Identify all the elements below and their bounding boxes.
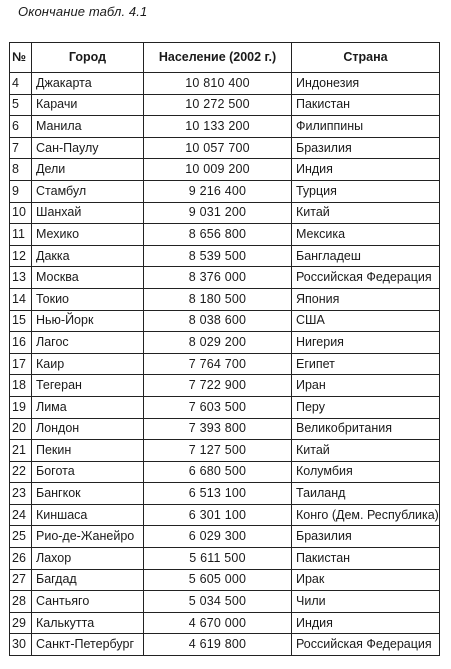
cell-number: 7 — [10, 137, 32, 159]
cell-population: 7 127 500 — [144, 440, 292, 462]
cell-country: Иран — [292, 375, 440, 397]
cell-population: 7 764 700 — [144, 353, 292, 375]
table-row — [10, 353, 440, 375]
cell-city: Лима — [32, 396, 144, 418]
cell-country: Филиппины — [292, 116, 440, 138]
cell-population: 8 376 000 — [144, 267, 292, 289]
cell-city: Лагос — [32, 332, 144, 354]
cell-city: Джакарта — [32, 73, 144, 95]
cell-city: Каир — [32, 353, 144, 375]
cell-population: 5 034 500 — [144, 591, 292, 613]
cell-population: 9 031 200 — [144, 202, 292, 224]
cell-population: 5 611 500 — [144, 548, 292, 570]
cell-city: Багдад — [32, 569, 144, 591]
cell-city: Москва — [32, 267, 144, 289]
cell-country: Таиланд — [292, 483, 440, 505]
header-population: Население (2002 г.) — [144, 43, 292, 73]
table-row — [10, 202, 440, 224]
cell-country: Великобритания — [292, 418, 440, 440]
cell-population: 10 810 400 — [144, 73, 292, 95]
cell-city: Мехико — [32, 224, 144, 246]
cell-city: Сантьяго — [32, 591, 144, 613]
cell-city: Богота — [32, 461, 144, 483]
cell-country: Индия — [292, 159, 440, 181]
cell-city: Пекин — [32, 440, 144, 462]
cell-population: 8 539 500 — [144, 245, 292, 267]
table-row — [10, 288, 440, 310]
table-row — [10, 483, 440, 505]
cell-population: 5 605 000 — [144, 569, 292, 591]
cell-population: 8 180 500 — [144, 288, 292, 310]
cell-country: Турция — [292, 180, 440, 202]
cell-population: 8 029 200 — [144, 332, 292, 354]
cell-country: Бангладеш — [292, 245, 440, 267]
cell-city: Карачи — [32, 94, 144, 116]
cell-country: Российская Федерация — [292, 267, 440, 289]
cell-city: Тегеран — [32, 375, 144, 397]
cell-population: 6 301 100 — [144, 504, 292, 526]
cell-city: Санкт-Петербург — [32, 634, 144, 656]
cell-number: 24 — [10, 504, 32, 526]
cell-number: 21 — [10, 440, 32, 462]
cell-population: 6 680 500 — [144, 461, 292, 483]
table-row — [10, 310, 440, 332]
cell-number: 14 — [10, 288, 32, 310]
cell-country: Чили — [292, 591, 440, 613]
table-row — [10, 375, 440, 397]
cell-number: 13 — [10, 267, 32, 289]
cell-city: Бангкок — [32, 483, 144, 505]
cell-number: 22 — [10, 461, 32, 483]
table-row — [10, 418, 440, 440]
table-row — [10, 159, 440, 181]
cell-number: 8 — [10, 159, 32, 181]
cell-number: 26 — [10, 548, 32, 570]
cell-country: Мексика — [292, 224, 440, 246]
cell-population: 10 133 200 — [144, 116, 292, 138]
cell-country: Бразилия — [292, 526, 440, 548]
table-row — [10, 396, 440, 418]
cell-city: Шанхай — [32, 202, 144, 224]
cell-country: Египет — [292, 353, 440, 375]
cell-city: Лондон — [32, 418, 144, 440]
cell-country: Бразилия — [292, 137, 440, 159]
table-header-row — [10, 43, 440, 73]
cell-number: 6 — [10, 116, 32, 138]
cell-country: Япония — [292, 288, 440, 310]
cell-city: Сан-Паулу — [32, 137, 144, 159]
cell-number: 25 — [10, 526, 32, 548]
cell-number: 12 — [10, 245, 32, 267]
cell-city: Дели — [32, 159, 144, 181]
cell-country: Перу — [292, 396, 440, 418]
cell-number: 18 — [10, 375, 32, 397]
cell-city: Дакка — [32, 245, 144, 267]
cell-number: 5 — [10, 94, 32, 116]
table-body — [10, 73, 440, 656]
cell-number: 10 — [10, 202, 32, 224]
cell-country: США — [292, 310, 440, 332]
cell-number: 17 — [10, 353, 32, 375]
cell-city: Киншаса — [32, 504, 144, 526]
table-row — [10, 332, 440, 354]
cell-country: Российская Федерация — [292, 634, 440, 656]
cell-city: Рио-де-Жанейро — [32, 526, 144, 548]
cell-number: 19 — [10, 396, 32, 418]
header-country: Страна — [292, 43, 440, 73]
cell-population: 6 513 100 — [144, 483, 292, 505]
cell-number: 16 — [10, 332, 32, 354]
cell-country: Китай — [292, 440, 440, 462]
table-row — [10, 612, 440, 634]
cell-city: Стамбул — [32, 180, 144, 202]
header-city: Город — [32, 43, 144, 73]
table-row — [10, 245, 440, 267]
cell-population: 10 057 700 — [144, 137, 292, 159]
table-row — [10, 461, 440, 483]
cell-number: 20 — [10, 418, 32, 440]
table-row — [10, 634, 440, 656]
cell-country: Индонезия — [292, 73, 440, 95]
cell-number: 9 — [10, 180, 32, 202]
table-caption: Окончание табл. 4.1 — [18, 4, 148, 19]
cell-number: 11 — [10, 224, 32, 246]
cell-country: Нигерия — [292, 332, 440, 354]
table-row — [10, 569, 440, 591]
cell-country: Конго (Дем. Республика) — [292, 504, 440, 526]
cell-population: 4 619 800 — [144, 634, 292, 656]
cell-population: 8 038 600 — [144, 310, 292, 332]
table-row — [10, 504, 440, 526]
table-row — [10, 591, 440, 613]
cell-city: Калькутта — [32, 612, 144, 634]
cell-city: Нью-Йорк — [32, 310, 144, 332]
table-row — [10, 137, 440, 159]
cell-city: Лахор — [32, 548, 144, 570]
cell-country: Китай — [292, 202, 440, 224]
cell-country: Колумбия — [292, 461, 440, 483]
cell-city: Манила — [32, 116, 144, 138]
table-row — [10, 440, 440, 462]
header-number: № — [10, 43, 32, 73]
cell-population: 4 670 000 — [144, 612, 292, 634]
cell-population: 9 216 400 — [144, 180, 292, 202]
cell-number: 28 — [10, 591, 32, 613]
cell-number: 27 — [10, 569, 32, 591]
cell-population: 7 603 500 — [144, 396, 292, 418]
cell-number: 30 — [10, 634, 32, 656]
table-row — [10, 73, 440, 95]
cell-number: 15 — [10, 310, 32, 332]
table-row — [10, 526, 440, 548]
cell-number: 4 — [10, 73, 32, 95]
table-row — [10, 94, 440, 116]
cell-population: 10 009 200 — [144, 159, 292, 181]
cell-country: Пакистан — [292, 548, 440, 570]
cell-population: 10 272 500 — [144, 94, 292, 116]
cell-population: 7 722 900 — [144, 375, 292, 397]
table-row — [10, 548, 440, 570]
city-population-table — [9, 42, 440, 656]
cell-country: Пакистан — [292, 94, 440, 116]
cell-population: 6 029 300 — [144, 526, 292, 548]
cell-city: Токио — [32, 288, 144, 310]
cell-number: 29 — [10, 612, 32, 634]
table-row — [10, 267, 440, 289]
cell-population: 8 656 800 — [144, 224, 292, 246]
cell-number: 23 — [10, 483, 32, 505]
table-row — [10, 180, 440, 202]
cell-country: Ирак — [292, 569, 440, 591]
table-row — [10, 224, 440, 246]
cell-country: Индия — [292, 612, 440, 634]
table-row — [10, 116, 440, 138]
cell-population: 7 393 800 — [144, 418, 292, 440]
